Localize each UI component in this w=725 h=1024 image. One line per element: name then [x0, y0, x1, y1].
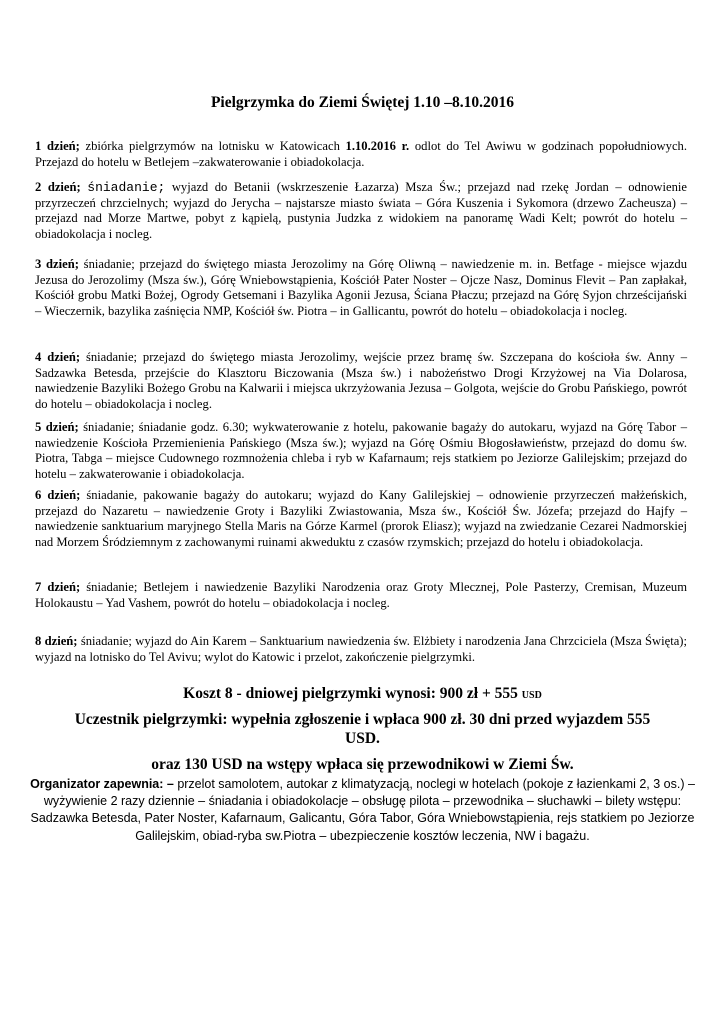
day-label: 5 dzień; — [35, 420, 79, 434]
page-title: Pielgrzymka do Ziemi Świętej 1.10 –8.10.2016 — [210, 94, 515, 111]
payment-line: Uczestnik pielgrzymki: wypełnia zgłoszenie i wpłaca 900 zł. 30 dni przed wyjazdem 555 USD. — [74, 711, 651, 747]
day-6: 6 dzień; śniadanie, pakowanie bagaży do autokaru; wyjazd do Kany Galilejskiej – odnowienie przyrzeczeń małżeńskich, przejazd do Nazaretu – nawiedzenie Groty i Bazyliki Zwiastowania, Msza św., Kościół Św. Józefa; przejazd do Hajfy – nawiedzenie sanktuarium maryjnego Stella Maris na Górze Karmel (prorok Eliasz); wyjazd na zwiedzanie Cezarei Nadmorskiej nad Morzem Śródziemnym z zachowanymi ruinami akweduktu z czasów rzymskich; przejazd do hotelu i obiadokolacja. — [35, 488, 688, 549]
day-2: 2 dzień; śniadanie; wyjazd do Betanii (wskrzeszenie Łazarza) Msza Św.; przejazd nad rzekę Jordan – odnowienie przyrzeczeń chrzcielnych; wyjazd do Jerycha – najstarsze miasto świata – Góra Kuszenia i Sykomora (drzewo Zacheusza) – przejazd nad Morze Martwe, pobyt z kąpielą, pustynia Judzka z widokiem na panoramę Wadi Kelt; powrót do hotelu – obiadokolacja i nocleg. — [35, 180, 687, 241]
day-7: 7 dzień; śniadanie; Betlejem i nawiedzenie Bazyliki Narodzenia oraz Groty Mlecznej, Pole Pasterzy, Cremisan, Muzeum Holokaustu – Yad Vashem, powrót do hotelu – obiadokolacja i nocleg. — [35, 580, 687, 610]
day-4: 4 dzień; śniadanie; przejazd do świętego miasta Jerozolimy, wejście przez bramę św. Szczepana do kościoła św. Anny – Sadzawka Betesda, przejście do Klasztoru Biczowania (Msza św.) i nabożeństwo Drogi Krzyżowej na Via Dolarosa, nawiedzenie Bazyliki Bożego Grobu na Kalwarii i miejsca ukrzyżowania Jezusa – Golgota, wejście do Grobu Pańskiego, powrót do hotelu – obiadokolacja i nocleg. — [35, 350, 688, 411]
day-label: 1 dzień; — [35, 139, 80, 153]
day-label: 8 dzień; — [35, 634, 78, 648]
organizer-paragraph: Organizator zapewnia: – przelot samolotem, autokar z klimatyzacją, noclegi w hotelach (pokoje z łazienkami 2, 3 os.) – wyżywienie 2 razy dziennie – śniadania i obiadokolacje – obsługę pilota – przewodnika – słuchawki – bilety wstępu: Sadzawka Betesda, Pater Noster, Kafarnaum, Galicantu, Góra Tabor, Góra Wniebowstąpienia, rejs statkiem po Jeziorze Galilejskim, obiad-ryba sw.Piotra – ubezpieczenie kosztów leczenia, NW i bagażu. — [30, 777, 695, 843]
entry-fee-line: oraz 130 USD na wstępy wpłaca się przewodnikowi w Ziemi Św. — [151, 756, 574, 773]
day-label: 4 dzień; — [35, 350, 81, 364]
day-3: 3 dzień; śniadanie; przejazd do świętego miasta Jerozolimy na Górę Oliwną – nawiedzenie m. in. Betfage - miejsce wjazdu Jezusa do Jerozolimy (Msza św.), Górę Wniebowstąpienia, Kościół Pater Noster – Ojcze Nasz, Dominus Flevit – Pan zapłakał, Kościół grobu Matki Bożej, Ogrody Getsemani i Bazylika Agonii Jezusa, Ściana Płaczu; przejazd na Górę Syjon chrześcijański – Wieczernik, bazylika zaśnięcia NMP, Kościół św. Piotra – in Gallicantu, powrót do hotelu – obiadokolacja i nocleg. — [35, 257, 688, 318]
day-5: 5 dzień; śniadanie; śniadanie godz. 6.30; wykwaterowanie z hotelu, pakowanie bagaży do autokaru, wyjazd na Górę Tabor – nawiedzenie Kościoła Przemienienia Pańskiego (Msza św.); wyjazd na Górę Ośmiu Błogosławieństw, przejazd do domu św. Piotra, Tabga – miejsce Cudownego rozmnożenia chleba i ryb w Kafarnaum; rejs statkiem po Jeziorze Galilejskim; przejazd do hotelu – zakwaterowanie i obiadokolacja. — [35, 420, 687, 481]
day-label: 6 dzień; — [35, 488, 81, 502]
day-8: 8 dzień; śniadanie; wyjazd do Ain Karem – Sanktuarium nawiedzenia św. Elżbiety i narodzenia Jana Chrzciciela (Msza Święta); wyjazd na lotnisko do Tel Avivu; wylot do Katowic i przelot, zakończenie pielgrzymki. — [35, 634, 688, 664]
cost-line: Koszt 8 - dniowej pielgrzymki wynosi: 900 zł + 555 USD — [183, 685, 542, 702]
organizer-label: Organizator zapewnia: – — [30, 777, 174, 791]
day-label: 2 dzień; — [35, 180, 81, 194]
day-label: 3 dzień; — [35, 257, 79, 271]
day-label: 7 dzień; — [35, 580, 81, 594]
day-1: 1 dzień; zbiórka pielgrzymów na lotnisku w Katowicach 1.10.2016 r. odlot do Tel Awiwu w godzinach popołudniowych. Przejazd do hotelu w Betlejem –zakwaterowanie i obiadokolacja. — [35, 139, 687, 169]
